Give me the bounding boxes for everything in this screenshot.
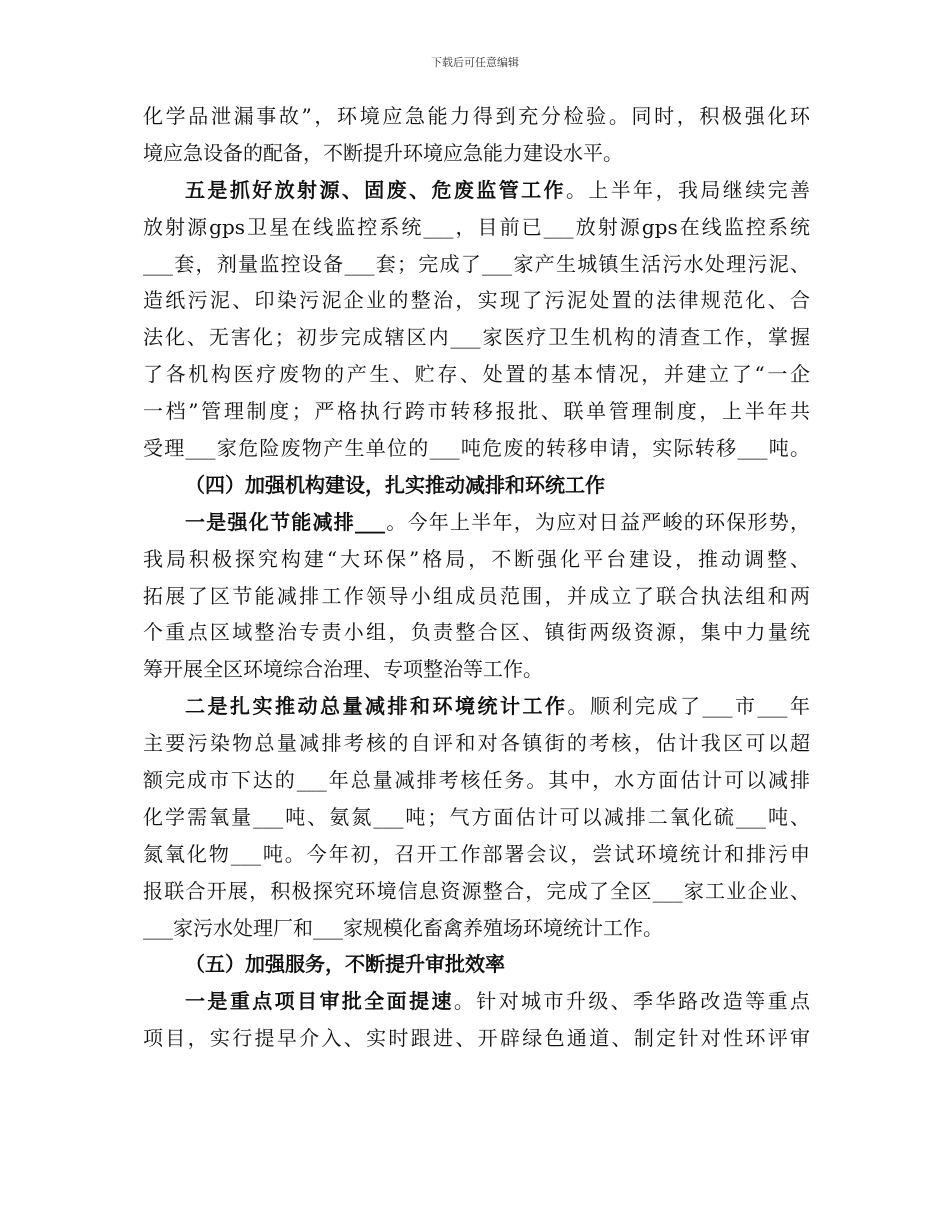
line-text: 法化、无害化；初步完成辖区内___家医疗卫生机构的清查工作，掌握 <box>143 325 810 350</box>
paragraph-line <box>143 910 810 947</box>
paragraph-line <box>143 688 810 725</box>
paragraph-line <box>143 282 810 319</box>
paragraph-line <box>143 578 810 615</box>
line-text: 化学品泄漏事故”，环境应急能力得到充分检验。同时，积极强化环 <box>143 104 810 128</box>
line-text: 我局积极探究构建“大环保”格局，不断强化平台建设，推动调整、 <box>143 546 810 571</box>
line-text: 造纸污泥、印染污泥企业的整治，实现了污泥处置的法律规范化、合 <box>143 288 810 313</box>
paragraph-line <box>143 541 810 578</box>
line-text: ___套，剂量监控设备___套；完成了___家产生城镇生活污水处理污泥、 <box>143 251 810 276</box>
paragraph-line <box>143 836 810 873</box>
paragraph-line <box>143 983 810 1020</box>
line-text: 受理___家危险废物产生单位的___吨危废的转移申请，实际转移___吨。 <box>143 436 810 461</box>
line-text: 氮氧化物___吨。今年初，召开工作部署会议，尝试环境统计和排污申 <box>143 841 810 866</box>
paragraph-line <box>143 172 810 209</box>
paragraph-line <box>143 762 810 799</box>
line-text: ___家污水处理厂和___家规模化畜禽养殖场环境统计工作。 <box>143 915 663 940</box>
line-text: 一档”管理制度；严格执行跨市转移报批、联单管理制度，上半年共 <box>143 399 810 424</box>
line-text: 主要污染物总量减排考核的自评和对各镇街的考核，估计我区可以超 <box>143 731 810 756</box>
bold-lead: 一是重点项目审批全面提速 <box>185 989 454 1014</box>
paragraph-line <box>143 1020 810 1057</box>
page-header: 下载后可任意编辑 <box>431 56 519 69</box>
paragraph-line <box>143 614 810 651</box>
line-text: 了各机构医疗废物的产生、贮存、处置的基本情况，并建立了“一企 <box>143 362 810 387</box>
line-text: 项目，实行提早介入、实时跟进、开辟绿色通道、制定针对性环评审 <box>143 1026 810 1051</box>
section-heading <box>143 467 810 504</box>
document-body <box>143 98 810 1057</box>
paragraph-line <box>143 98 810 135</box>
bold-lead: 二是扎实推动总量减排和环境统计工作 <box>185 694 568 719</box>
line-text: 报联合开展，积极探究环境信息资源整合，完成了全区___家工业企业、 <box>143 878 810 903</box>
paragraph-line <box>143 873 810 910</box>
paragraph-line <box>143 246 810 283</box>
bold-lead: 五是抓好放射源、固废、危废监管工作 <box>185 177 566 202</box>
paragraph-line <box>143 393 810 430</box>
line-text: 筹开展全区环境综合治理、专项整治等工作。 <box>143 657 543 682</box>
paragraph-line <box>143 504 810 541</box>
heading-text: （五）加强服务，不断提升审批效率 <box>185 952 505 977</box>
section-heading <box>143 946 810 983</box>
line-text: 个重点区域整治专责小组，负责整合区、镇街两级资源，集中力量统 <box>143 620 810 645</box>
bold-lead: 一是强化节能减排___ <box>185 509 385 534</box>
paragraph-line <box>143 430 810 467</box>
line-text: 。针对城市升级、季华路改造等重点 <box>453 989 811 1014</box>
heading-text: （四）加强机构建设，扎实推动减排和环统工作 <box>185 472 605 497</box>
line-text: 化学需氧量___吨、氨氮___吨；气方面估计可以减排二氧化硫___吨、 <box>143 804 810 829</box>
line-text: 。顺利完成了___市___年 <box>567 694 810 719</box>
paragraph-line <box>143 135 810 172</box>
line-text: 。上半年，我局继续完善 <box>565 177 811 202</box>
paragraph-line <box>143 725 810 762</box>
line-text: 放射源gps卫星在线监控系统___，目前已___放射源gps在线监控系统 <box>143 214 810 239</box>
paragraph-line <box>143 651 810 688</box>
paragraph-line <box>143 799 810 836</box>
paragraph-line <box>143 319 810 356</box>
paragraph-line <box>143 356 810 393</box>
line-text: 。今年上半年，为应对日益严峻的环保形势， <box>385 509 810 534</box>
paragraph-line <box>143 209 810 246</box>
line-text: 额完成市下达的___年总量减排考核任务。其中，水方面估计可以减排 <box>143 768 810 793</box>
line-text: 境应急设备的配备，不断提升环境应急能力建设水平。 <box>143 140 623 165</box>
line-text: 拓展了区节能减排工作领导小组成员范围，并成立了联合执法组和两 <box>143 583 810 608</box>
